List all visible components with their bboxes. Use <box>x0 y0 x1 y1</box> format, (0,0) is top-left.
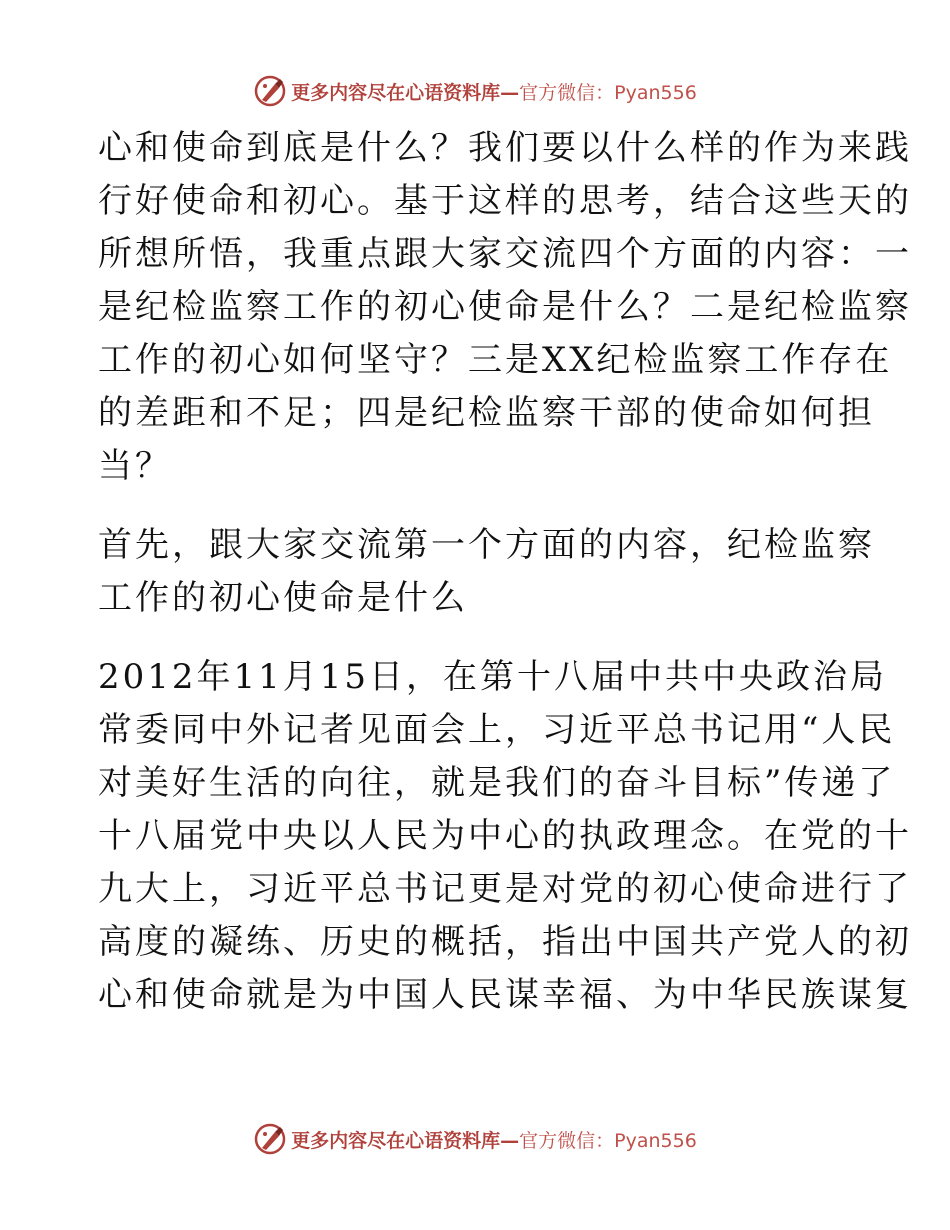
text-line: 工作的初心使命是什么 <box>98 578 468 618</box>
text-line: 所想所悟，我重点跟大家交流四个方面的内容：一 <box>98 234 912 274</box>
paragraph-3 <box>98 651 912 1022</box>
text-line: 九大上，习近平总书记更是对党的初心使命进行了 <box>98 869 912 909</box>
text-line: 工作的初心如何坚守？三是XX纪检监察工作存在 <box>98 340 893 380</box>
pen-logo-icon <box>253 74 287 108</box>
paragraph-1 <box>98 122 912 493</box>
document-body <box>98 122 912 1022</box>
text-line: 的差距和不足；四是纪检监察干部的使命如何担 <box>98 393 875 433</box>
banner-text <box>291 78 697 105</box>
text-line: 对美好生活的向往，就是我们的奋斗目标”传递了 <box>98 763 896 803</box>
text-line: 十八届党中央以人民为中心的执政理念。在党的十 <box>98 816 912 856</box>
text-line: 首先，跟大家交流第一个方面的内容，纪检监察 <box>98 525 875 565</box>
text-line: 2012年11月15日，在第十八届中共中央政治局 <box>98 657 888 697</box>
text-line: 常委同中外记者见面会上，习近平总书记用“人民 <box>98 710 896 750</box>
banner-wechat: 官方微信：Pyan556 <box>519 81 697 104</box>
text-line: 心和使命到底是什么？我们要以什么样的作为来践 <box>98 128 912 168</box>
banner-text <box>291 1126 697 1153</box>
pen-logo-icon <box>253 1122 287 1156</box>
text-line: 行好使命和初心。基于这样的思考，结合这些天的 <box>98 181 912 221</box>
text-line: 心和使命就是为中国人民谋幸福、为中华民族谋复 <box>98 975 912 1015</box>
paragraph-2 <box>98 519 875 625</box>
banner-title: 更多内容尽在心语资料库— <box>291 81 520 104</box>
banner-wechat: 官方微信：Pyan556 <box>519 1129 697 1152</box>
banner-title: 更多内容尽在心语资料库— <box>291 1129 520 1152</box>
text-line: 是纪检监察工作的初心使命是什么？二是纪检监察 <box>98 287 912 327</box>
footer-banner <box>0 1119 950 1159</box>
text-line: 高度的凝练、历史的概括，指出中国共产党人的初 <box>98 922 912 962</box>
header-banner <box>0 71 950 111</box>
text-line: 当？ <box>98 446 172 486</box>
